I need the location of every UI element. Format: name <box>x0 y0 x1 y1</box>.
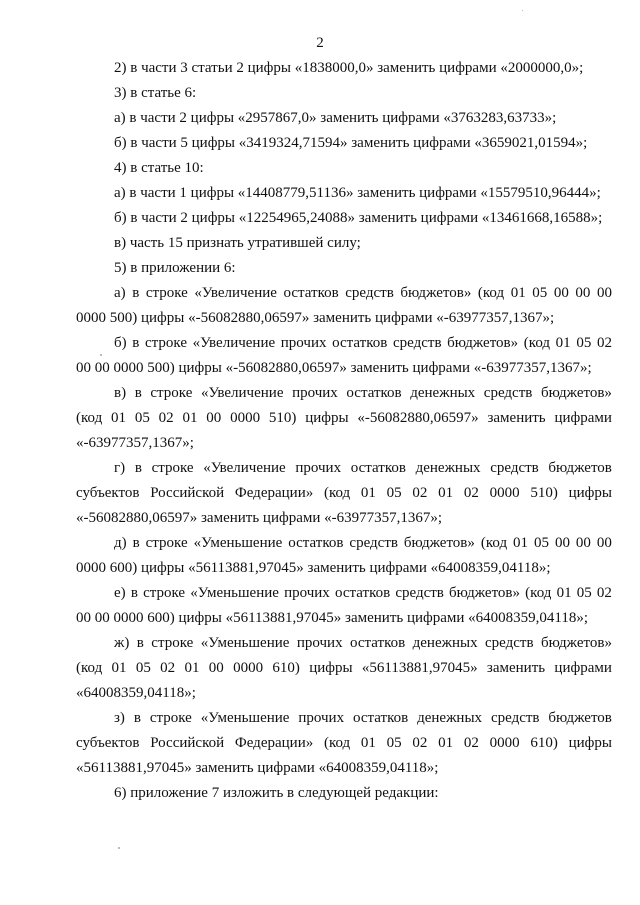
word: 02 <box>596 335 612 351</box>
word: бюджетов <box>548 710 612 726</box>
paragraph-line: «64008359,04118»; <box>76 685 196 701</box>
word: 01 <box>182 410 198 426</box>
word: 02 <box>596 585 612 601</box>
word: 02 <box>158 410 174 426</box>
word: 610) <box>530 735 558 751</box>
word: средств <box>392 335 442 351</box>
paragraph-line <box>76 406 612 431</box>
word: 02 <box>463 735 479 751</box>
word: 0000 <box>489 485 520 501</box>
word: 01 <box>184 660 200 676</box>
word: 01 <box>556 585 572 601</box>
paragraph-line: «56113881,97045» заменить цифрами «64008359,04118»; <box>76 760 439 776</box>
word: 01 <box>111 660 127 676</box>
word: бюджетов» <box>447 335 519 351</box>
word: 05 <box>532 285 548 301</box>
word: строке <box>151 460 194 476</box>
word: 05 <box>386 485 402 501</box>
word: в <box>136 635 144 651</box>
paragraph-line <box>76 331 612 356</box>
word: 01 <box>360 485 376 501</box>
word: прочих <box>284 585 330 601</box>
word: (код <box>523 335 551 351</box>
word: 0000 <box>230 410 261 426</box>
paragraph-line: б) в части 2 цифры «12254965,24088» заменить цифрами «13461668,16588»; <box>114 210 603 226</box>
word: строке <box>150 385 193 401</box>
word: остатков <box>283 285 339 301</box>
paragraph-line <box>76 456 612 481</box>
word: в <box>132 285 140 301</box>
word: (код <box>477 285 505 301</box>
word: «Уменьшение <box>200 635 290 651</box>
word: в <box>132 535 140 551</box>
word: 610) <box>272 660 300 676</box>
word: Федерации» <box>234 735 314 751</box>
word: 02 <box>160 660 176 676</box>
word: ж) <box>114 635 130 651</box>
word: «Увеличение <box>194 285 277 301</box>
word: 00 <box>206 410 222 426</box>
word: бюджетов» <box>540 385 612 401</box>
paragraph-line: 00 00 0000 600) цифры «56113881,97045» заменить цифрами «64008359,04118»; <box>76 610 589 626</box>
word: строке <box>145 285 188 301</box>
word: «Увеличение <box>200 385 284 401</box>
word: в <box>130 585 138 601</box>
word: (код <box>76 660 103 676</box>
word: цифрами <box>554 660 612 676</box>
word: Российской <box>150 735 225 751</box>
word: (код <box>525 585 552 601</box>
word: 00 <box>208 660 224 676</box>
word: остатков <box>352 710 409 726</box>
word: бюджетов» <box>540 635 612 651</box>
word: 510) <box>268 410 297 426</box>
paragraph-line: 00 00 0000 500) цифры «-56082880,06597» заменить цифрами «-63977357,1367»; <box>76 360 592 376</box>
word: 00 <box>553 285 569 301</box>
word: Российской <box>150 485 225 501</box>
word: (код <box>76 410 103 426</box>
word: 05 <box>534 535 549 551</box>
word: г) <box>114 460 126 476</box>
scan-speck <box>522 10 523 11</box>
document-body <box>76 56 612 806</box>
paragraph-line <box>76 731 612 756</box>
paragraph-line: «-63977357,1367»; <box>76 435 194 451</box>
word: «Увеличение <box>203 460 286 476</box>
word: средств <box>395 585 444 601</box>
word: в) <box>114 385 127 401</box>
word: 01 <box>513 535 529 551</box>
word: остатков <box>350 460 406 476</box>
word: бюджетов <box>548 460 612 476</box>
word: в <box>132 335 140 351</box>
word: 00 <box>596 535 612 551</box>
word: цифры <box>568 735 612 751</box>
word: б) <box>114 335 127 351</box>
word: прочих <box>292 385 338 401</box>
word: строке <box>145 535 188 551</box>
word: остатков <box>350 635 406 651</box>
word: 00 <box>575 535 591 551</box>
word: остатков <box>288 535 344 551</box>
word: 02 <box>412 735 428 751</box>
word: «56113881,97045» <box>361 660 478 676</box>
paragraph-line <box>76 381 612 406</box>
paragraph-line: 4) в статье 10: <box>114 160 204 176</box>
word: остатков <box>332 335 388 351</box>
word: прочих <box>280 335 327 351</box>
word: а) <box>114 285 126 301</box>
word: 01 <box>555 335 571 351</box>
word: «Уменьшение <box>200 710 290 726</box>
word: 00 <box>596 285 612 301</box>
word: субъектов <box>76 735 140 751</box>
paragraph-line: 0000 600) цифры «56113881,97045» заменить цифрами «64008359,04118»; <box>76 560 551 576</box>
word: 510) <box>530 485 558 501</box>
word: Федерации» <box>234 485 314 501</box>
word: «-56082880,06597» <box>357 410 479 426</box>
page-number: 2 <box>316 35 324 51</box>
word: строке <box>145 335 187 351</box>
word: 02 <box>463 485 479 501</box>
paragraph-line: в) часть 15 признать утратившей силу; <box>114 235 361 251</box>
paragraph-line <box>76 631 612 656</box>
word: 01 <box>360 735 376 751</box>
word: 0000 <box>233 660 264 676</box>
paragraph-line: 0000 500) цифры «-56082880,06597» заменить цифрами «-63977357,1367»; <box>76 310 555 326</box>
word: средств <box>345 285 394 301</box>
paragraph-line: 5) в приложении 6: <box>114 260 236 276</box>
word: 05 <box>576 585 592 601</box>
word: (код <box>323 735 351 751</box>
word: средств <box>490 710 540 726</box>
paragraph-line: а) в части 1 цифры «14408779,51136» заменить цифрами «15579510,96444»; <box>114 185 601 201</box>
word: д) <box>114 535 127 551</box>
paragraph-line <box>76 656 612 681</box>
word: цифры <box>305 410 349 426</box>
paragraph-line: «-56082880,06597» заменить цифрами «-63977357,1367»; <box>76 510 443 526</box>
word: «Уменьшение <box>190 585 279 601</box>
word: 01 <box>438 735 454 751</box>
word: прочих <box>296 635 343 651</box>
word: (код <box>480 535 508 551</box>
word: средств <box>490 460 539 476</box>
paragraph-line <box>76 531 612 556</box>
paragraph-line <box>76 706 612 731</box>
word: бюджетов» <box>449 585 521 601</box>
word: средств <box>483 385 533 401</box>
word: 05 <box>386 735 402 751</box>
word: остатков <box>334 585 391 601</box>
word: остатков <box>346 385 402 401</box>
word: средств <box>485 635 534 651</box>
word: цифрами <box>554 410 612 426</box>
word: 02 <box>412 485 428 501</box>
word: 00 <box>554 535 570 551</box>
word: 01 <box>111 410 127 426</box>
word: бюджетов» <box>400 285 472 301</box>
word: денежных <box>410 385 476 401</box>
paragraph-line: 2) в части 3 статьи 2 цифры «1838000,0» заменить цифрами «2000000,0»; <box>114 60 584 76</box>
word: средств <box>349 535 398 551</box>
paragraph-line <box>76 581 612 606</box>
word: 01 <box>510 285 526 301</box>
word: заменить <box>486 660 546 676</box>
scan-speck <box>118 847 120 849</box>
word: прочих <box>298 710 345 726</box>
word: е) <box>114 585 126 601</box>
word: цифры <box>309 660 353 676</box>
word: строке <box>149 710 192 726</box>
word: в <box>134 385 142 401</box>
word: 05 <box>134 410 150 426</box>
paragraph-line: 3) в статье 6: <box>114 85 197 101</box>
paragraph-line: б) в части 5 цифры «3419324,71594» заменить цифрами «3659021,01594»; <box>114 135 588 151</box>
word: субъектов <box>76 485 140 501</box>
paragraph-line: а) в части 2 цифры «2957867,0» заменить цифрами «3763283,63733»; <box>114 110 557 126</box>
paragraph-line <box>76 281 612 306</box>
word: «Уменьшение <box>193 535 283 551</box>
word: цифры <box>568 485 612 501</box>
word: бюджетов» <box>403 535 475 551</box>
word: 05 <box>135 660 151 676</box>
word: денежных <box>415 460 481 476</box>
word: денежных <box>417 710 483 726</box>
word: прочих <box>295 460 342 476</box>
word: денежных <box>412 635 478 651</box>
word: строке <box>151 635 194 651</box>
scan-speck <box>100 354 102 356</box>
word: 01 <box>438 485 454 501</box>
word: строке <box>143 585 186 601</box>
paragraph-line <box>76 481 612 506</box>
word: «Увеличение <box>192 335 276 351</box>
word: з) <box>114 710 125 726</box>
word: 00 <box>575 285 591 301</box>
word: (код <box>323 485 351 501</box>
paragraph-line: 6) приложение 7 изложить в следующей редакции: <box>114 785 439 801</box>
word: в <box>133 710 141 726</box>
word: 0000 <box>489 735 520 751</box>
word: в <box>134 460 142 476</box>
word: заменить <box>487 410 546 426</box>
word: 05 <box>576 335 592 351</box>
